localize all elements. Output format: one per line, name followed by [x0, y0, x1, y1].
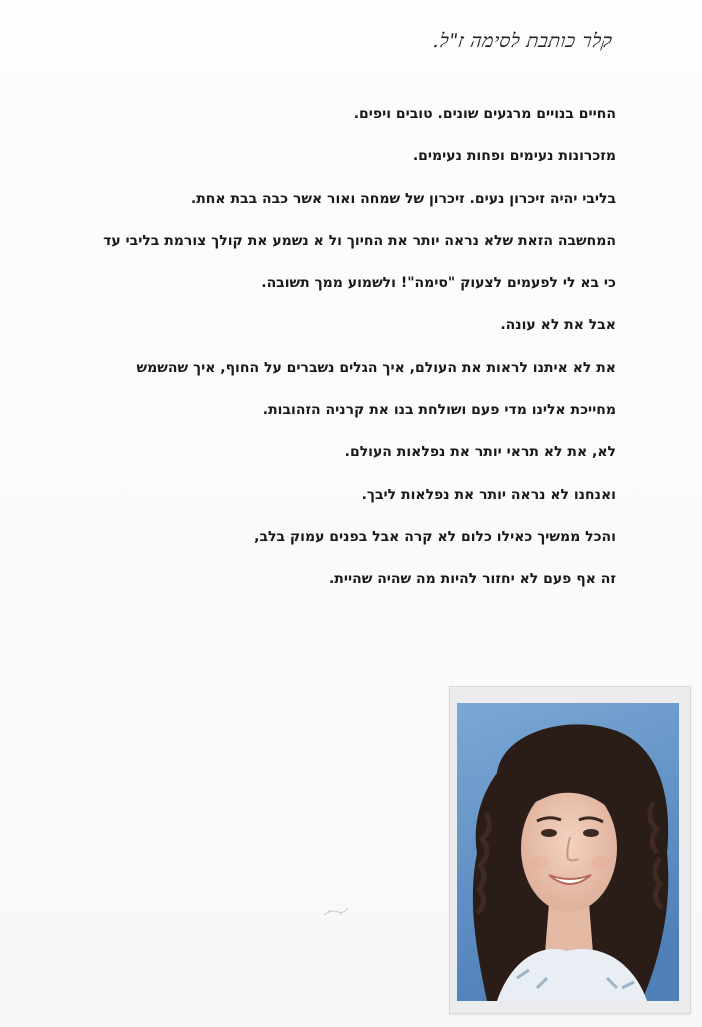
poem-line: המחשבה הזאת שלא נראה יותר את החיוך ול א נשמע את קולך צורמת בליבי עד	[103, 232, 616, 249]
poem-line: ואנחנו לא נראה יותר את נפלאות ליבך.	[361, 486, 616, 503]
photo-frame	[449, 686, 691, 1014]
poem-line: כי בא לי לפעמים לצעוק "סימה"! ולשמוע ממך תשובה.	[261, 275, 616, 292]
poem-text	[46, 104, 616, 612]
document-title: קלר כותבת לסימה ז"ל.	[431, 30, 614, 52]
paper-mark	[322, 905, 350, 919]
portrait-illustration	[457, 703, 679, 1001]
poem-line: בליבי יהיה זיכרון נעים. זיכרון של שמחה ואור אשר כבה בבת אחת.	[190, 190, 616, 207]
poem-line: אבל את לא עונה.	[500, 317, 616, 334]
poem-line: לא, את לא תראי יותר את נפלאות העולם.	[344, 444, 616, 461]
poem-line: החיים בנויים מרגעים שונים. טובים ויפים.	[353, 106, 616, 122]
poem-line: והכל ממשיך כאילו כלום לא קרה אבל בפנים עמוק בלב,	[254, 528, 616, 545]
poem-line: מחייכת אלינו מדי פעם ושולחת בנו את קרניה הזהובות.	[262, 402, 616, 419]
poem-line: זה אף פעם לא יחזור להיות מה שהיה שהיית.	[328, 571, 616, 588]
poem-line: מזכרונות נעימים ופחות נעימים.	[412, 148, 616, 165]
portrait-photo	[457, 703, 679, 1001]
poem-line: את לא איתנו לראות את העולם, איך הגלים נשברים על החוף, איך שהשמש	[136, 359, 616, 376]
